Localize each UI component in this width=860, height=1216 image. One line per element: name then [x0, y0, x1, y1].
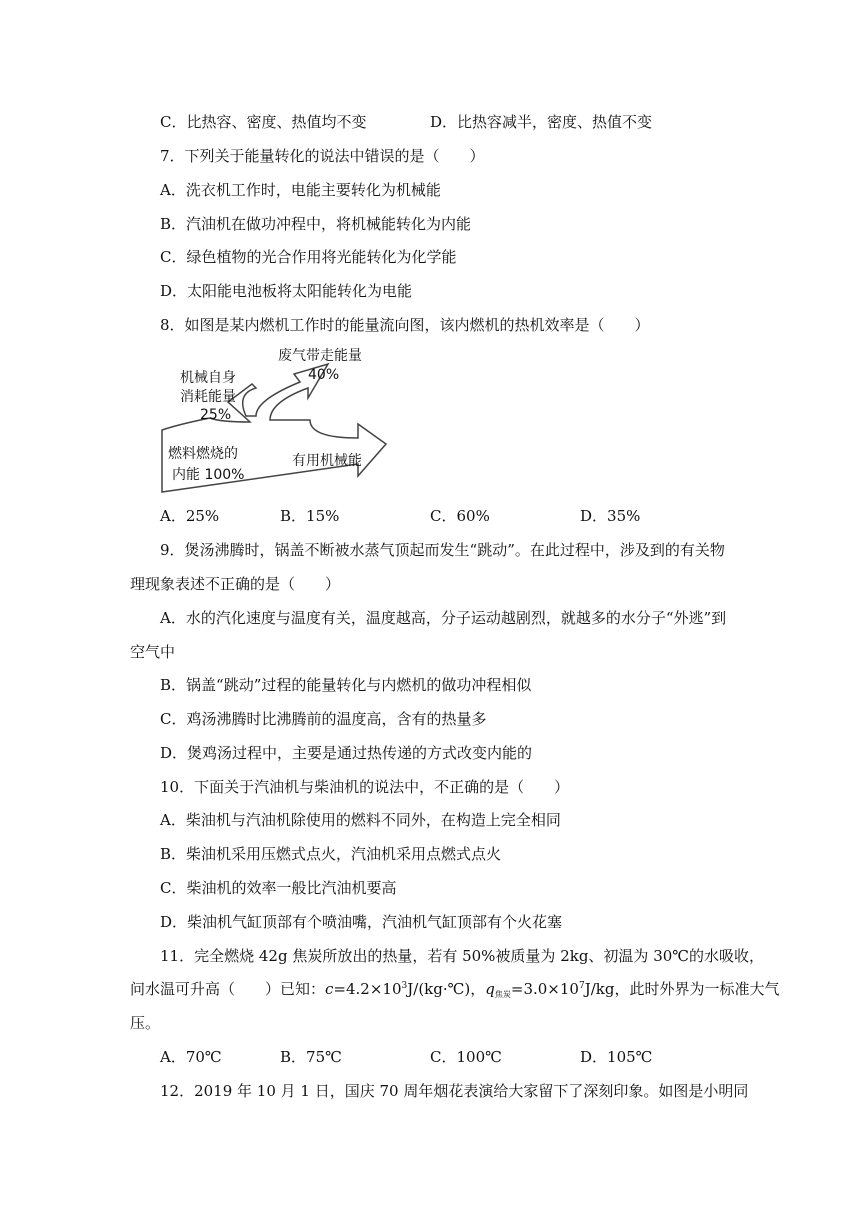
q11-stem-line-3: 压。	[130, 1014, 161, 1032]
specific-heat-value: =4.2×10	[333, 980, 402, 998]
q8-option-a: A．25%	[160, 507, 220, 525]
q7-option-d: D．太阳能电池板将太阳能转化为电能	[160, 282, 413, 300]
q12-stem-line-1: 12．2019 年 10 月 1 日，国庆 70 周年烟花表演给大家留下了深刻印象。如图是小明同	[160, 1082, 749, 1100]
heat-value-unit: J/kg，此时外界为一标准大气	[584, 980, 780, 998]
q11-stem-text: 问水温可升高（ ）已知：	[130, 980, 326, 998]
q10-option-a: A．柴油机与汽油机除使用的燃料不同外，在构造上完全相同	[160, 811, 561, 829]
q11-option-d: D．105℃	[580, 1048, 653, 1066]
mech-loss-label-1: 机械自身	[180, 370, 236, 386]
q8-option-c: C．60%	[430, 507, 490, 525]
q9-stem-line-2: 理现象表述不正确的是（ ）	[130, 575, 341, 593]
q6-option-d: D．比热容减半，密度、热值不变	[430, 113, 653, 131]
heat-value-subscript: 焦炭	[494, 990, 511, 999]
exhaust-pct: 40%	[308, 367, 340, 383]
q8-option-d: D．35%	[580, 507, 641, 525]
q9-option-b: B．锅盖“跳动”过程的能量转化与内燃机的做功冲程相似	[160, 676, 532, 694]
specific-heat-symbol: c	[325, 980, 334, 998]
specific-heat-exponent: 3	[401, 981, 408, 991]
q9-option-c: C．鸡汤沸腾时比沸腾前的温度高，含有的热量多	[160, 710, 487, 728]
q10-option-d: D．柴油机气缸顶部有个喷油嘴，汽油机气缸顶部有个火花塞	[160, 913, 563, 931]
q9-option-a-line-2: 空气中	[130, 643, 176, 661]
q7-option-a: A．洗衣机工作时，电能主要转化为机械能	[160, 181, 441, 199]
q11-option-b: B．75℃	[280, 1048, 342, 1066]
heat-value-value: =3.0×10	[510, 980, 579, 998]
q8-option-b: B．15%	[280, 507, 340, 525]
q9-option-d: D．煲鸡汤过程中，主要是通过热传递的方式改变内能的	[160, 744, 533, 762]
q11-option-c: C．100℃	[430, 1048, 502, 1066]
fuel-label-2: 内能 100%	[172, 467, 245, 483]
useful-energy-label: 有用机械能	[292, 453, 362, 469]
q7-option-b: B．汽油机在做功冲程中，将机械能转化为内能	[160, 215, 472, 233]
q10-option-c: C．柴油机的效率一般比汽油机要高	[160, 879, 397, 897]
energy-flow-diagram	[160, 342, 390, 494]
q7-stem: 7．下列关于能量转化的说法中错误的是（ ）	[160, 147, 485, 165]
fuel-label-1: 燃料燃烧的	[168, 446, 238, 462]
q10-stem: 10．下面关于汽油机与柴油机的说法中，不正确的是（ ）	[160, 778, 570, 796]
q9-option-a-line-1: A．水的汽化速度与温度有关，温度越高，分子运动越剧烈，就越多的水分子“外逃”到	[160, 609, 727, 627]
q6-option-c: C．比热容、密度、热值均不变	[160, 113, 367, 131]
q11-option-a: A．70℃	[160, 1048, 222, 1066]
heat-value-symbol: q	[485, 980, 495, 998]
q11-stem-line-2	[130, 979, 779, 1002]
exhaust-label: 废气带走能量	[278, 348, 362, 364]
q9-stem-line-1: 9．煲汤沸腾时，锅盖不断被水蒸气顶起而发生“跳动”。在此过程中，涉及到的有关物	[160, 541, 725, 559]
mech-loss-label-2: 消耗能量	[180, 389, 236, 405]
q10-option-b: B．柴油机采用压燃式点火，汽油机采用点燃式点火	[160, 845, 502, 863]
heat-value-exponent: 7	[578, 981, 585, 991]
specific-heat-unit: J/(kg·℃)，	[407, 980, 486, 998]
q8-stem: 8．如图是某内燃机工作时的能量流向图，该内燃机的热机效率是（ ）	[160, 316, 650, 334]
q7-option-c: C．绿色植物的光合作用将光能转化为化学能	[160, 248, 457, 266]
q11-stem-line-1: 11．完全燃烧 42g 焦炭所放出的热量，若有 50%被质量为 2kg、初温为 30℃的水吸收，	[160, 947, 765, 965]
mech-loss-pct: 25%	[200, 407, 232, 423]
